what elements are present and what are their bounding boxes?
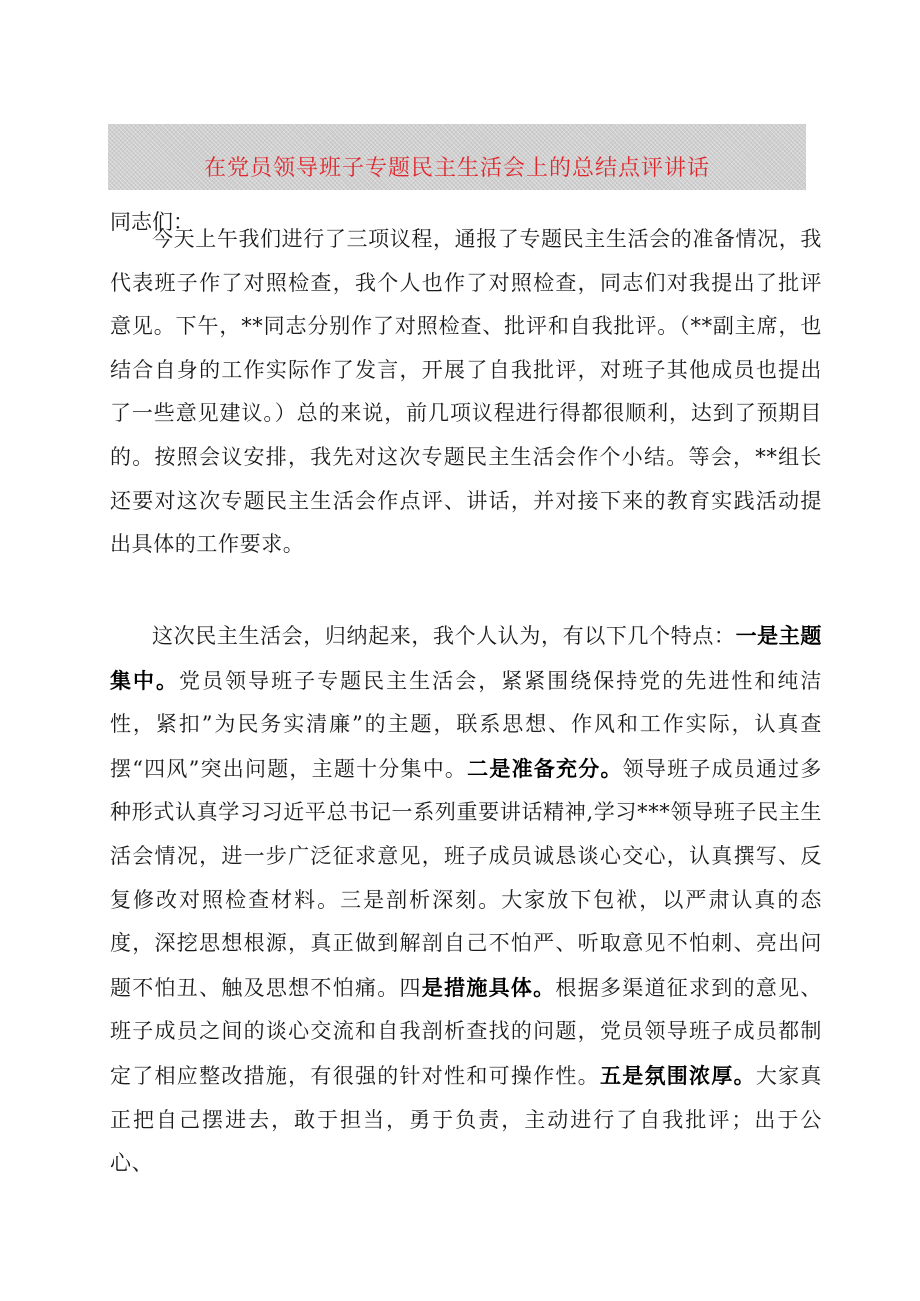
point-2-text: 领导班子成员通过多种形式认真学习习近平总书记一系列重要讲话精神,学习***领导班子民主生活会情况，进一步广泛征求意见，班子成员诚恳谈心交心，认真撰写、反复修改对照检查材料。 bbox=[110, 756, 823, 912]
document-title: 在党员领导班子专题民主生活会上的总结点评讲话 bbox=[203, 155, 710, 181]
paragraph-2-intro: 这次民主生活会，归纳起来，我个人认为，有以下几个特点： bbox=[152, 624, 736, 648]
point-1-text: 党员领导班子专题民主生活会，紧紧围绕保持党的先进性和纯洁性，紧扣”为民务实清廉”的主题，联系思想、作风和工作实际，认真查摆“四风”突出问题，主题十分集中。 bbox=[110, 668, 822, 781]
salutation: 同志们： bbox=[110, 210, 194, 234]
point-4-heading: 是措施具体。 bbox=[421, 974, 556, 1000]
point-2-heading: 二是准备充分。 bbox=[467, 755, 623, 781]
point-5-text: 大家真正把自己摆进去，敢于担当，勇于负责，主动进行了自我批评；出于公心、 bbox=[110, 1063, 823, 1176]
paragraph-2 bbox=[110, 614, 822, 1186]
point-1-heading: 一是主题集中。 bbox=[110, 623, 823, 693]
point-4-prefix: 四 bbox=[399, 975, 422, 1000]
title-banner bbox=[108, 124, 806, 190]
paragraph-1: 今天上午我们进行了三项议程，通报了专题民主生活会的准备情况，我代表班子作了对照检查，我个人也作了对照检查，同志们对我提出了批评意见。下午，**同志分别作了对照检查、批评和自我批评。（**副主席，也结合自身的工作实际作了发言，开展了自我批评，对班子其他成员也提出了一些意见建议。）总的来说，前几项议程进行得都很顺利，达到了预期目的。按照会议安排，我先对这次专题民主生活会作个小结。等会，**组长还要对这次专题民主生活会作点评、讲话，并对接下来的教育实践活动提出具体的工作要求。 bbox=[110, 227, 822, 557]
point-4-text: 根据多渠道征求到的意见、班子成员之间的谈心交流和自我剖析查找的问题，党员领导班子成员都制定了相应整改措施，有很强的针对性和可操作性。 bbox=[110, 975, 822, 1088]
point-5-heading: 五是氛围浓厚。 bbox=[599, 1062, 756, 1088]
point-3-text: 三是剖析深刻。大家放下包袱，以严肃认真的态度，深挖思想根源，真正做到解剖自己不怕严、听取意见不怕刺、亮出问题不怕丑、触及思想不怕痛。 bbox=[110, 887, 822, 1000]
